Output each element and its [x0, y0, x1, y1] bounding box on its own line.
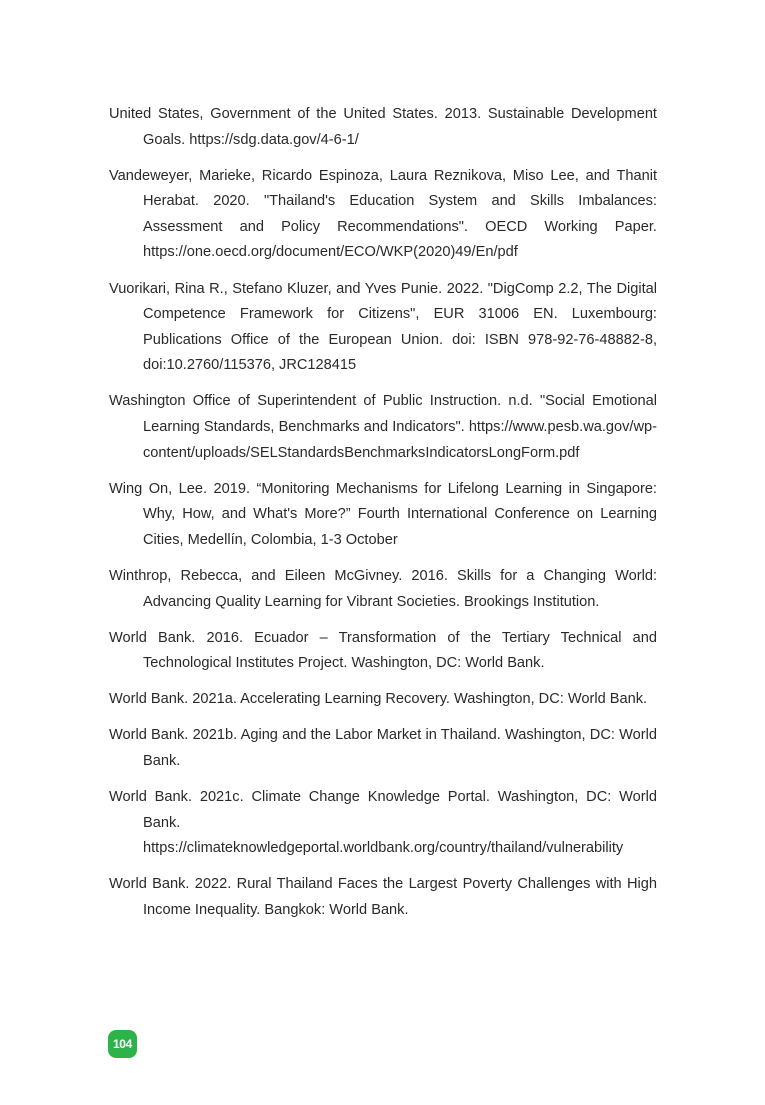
- reference-entry-washington-ospi: Washington Office of Superintendent of Public Instruction. n.d. "Social Emotional Learning Standards, Benchmarks and Indicators". https://www.pesb.wa.gov/wp-content/uploads/SELStandardsBenchmarksIndicatorsLongForm.pdf: [109, 393, 657, 461]
- reference-list: [109, 102, 657, 934]
- reference-entry-world-bank-2022: World Bank. 2022. Rural Thailand Faces the Largest Poverty Challenges with High Income Inequality. Bangkok: World Bank.: [109, 876, 657, 919]
- reference-entry-united-states: United States, Government of the United States. 2013. Sustainable Development Goals. https://sdg.data.gov/4-6-1/: [109, 106, 657, 148]
- reference-entry-world-bank-2021a: World Bank. 2021a. Accelerating Learning Recovery. Washington, DC: World Bank.: [109, 691, 648, 708]
- reference-entry-world-bank-2016: World Bank. 2016. Ecuador – Transformation of the Tertiary Technical and Technological Institutes Project. Washington, DC: World Bank.: [109, 629, 657, 672]
- reference-entry-winthrop: Winthrop, Rebecca, and Eileen McGivney. 2016. Skills for a Changing World: Advancing Quality Learning for Vibrant Societies. Brookings Institution.: [109, 568, 657, 610]
- reference-entry-world-bank-2021c: World Bank. 2021c. Climate Change Knowledge Portal. Washington, DC: World Bank. https://climateknowledgeportal.worldbank.org/country/thailand/vulnerability: [109, 789, 657, 857]
- reference-entry-vandeweyer: Vandeweyer, Marieke, Ricardo Espinoza, Laura Reznikova, Miso Lee, and Thanit Herabat. 2020. "Thailand's Education System and Skills Imbalances: Assessment and Policy Recommendations". OECD Working Paper. https://one.oecd.org/document/ECO/WKP(2020)49/En/pdf: [109, 167, 657, 261]
- reference-entry-vuorikari: Vuorikari, Rina R., Stefano Kluzer, and Yves Punie. 2022. "DigComp 2.2, The Digital Competence Framework for Citizens", EUR 31006 EN. Luxembourg: Publications Office of the European Union. doi: ISBN 978-92-76-48882-8, doi:10.2760/115376, JRC128415: [109, 280, 657, 374]
- page-number-badge: 104: [108, 1030, 137, 1058]
- reference-entry-world-bank-2021b: World Bank. 2021b. Aging and the Labor Market in Thailand. Washington, DC: World Bank.: [109, 727, 657, 770]
- reference-entry-wing-on: Wing On, Lee. 2019. “Monitoring Mechanisms for Lifelong Learning in Singapore: Why, How, and What's More?” Fourth International Conference on Learning Cities, Medellín, Colombia, 1-3 October: [109, 480, 657, 548]
